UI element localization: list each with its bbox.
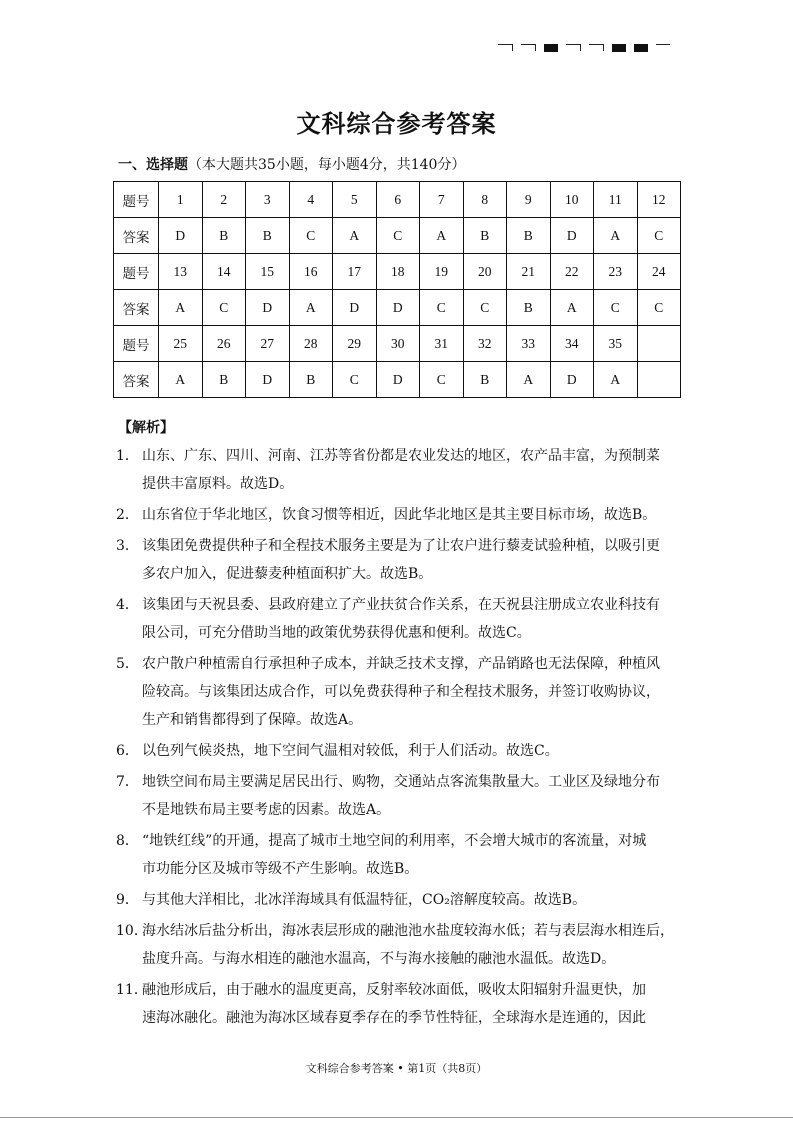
question-number-cell: 34 [550, 326, 594, 362]
item-number: 3． [116, 538, 139, 554]
answer-cell: A [333, 218, 377, 254]
item-text: 生产和销售都得到了保障。故选A。 [142, 712, 363, 728]
item-text: 该集团免费提供种子和全程技术服务主要是为了让农户进行藜麦试验种植，以吸引更 [142, 538, 660, 554]
question-number-cell: 28 [289, 326, 333, 362]
item-text: 盐度升高。与海水相连的融池水温高，不与海水接触的融池水温低。故选D。 [142, 951, 616, 967]
answer-cell: A [550, 290, 594, 326]
mark-icon [612, 44, 626, 52]
question-number-cell: 23 [594, 254, 638, 290]
answer-cell: C [420, 362, 464, 398]
row-label: 题号 [114, 326, 159, 362]
answer-cell: D [333, 290, 377, 326]
item-number: 4． [116, 597, 139, 613]
analysis-line [116, 650, 686, 678]
analysis-item [116, 591, 686, 647]
item-text: 山东、广东、四川、河南、江苏等省份都是农业发达的地区，农产品丰富，为预制菜 [142, 448, 660, 464]
analysis-line [116, 917, 686, 945]
mark-icon [634, 44, 648, 52]
question-number-cell: 35 [594, 326, 638, 362]
analysis-line [116, 827, 686, 855]
analysis-line [116, 855, 686, 883]
item-text: 不是地铁布局主要考虑的因素。故选A。 [142, 802, 391, 818]
answer-cell: A [594, 218, 638, 254]
question-number-cell: 9 [507, 182, 551, 218]
question-number-cell: 7 [420, 182, 464, 218]
section-label: 一、选择题 [118, 157, 188, 173]
section-note: （本大题共35小题，每小题4分，共140分） [188, 157, 466, 173]
question-number-cell: 31 [420, 326, 464, 362]
item-text: 多农户加入，促进藜麦种植面积扩大。故选B。 [142, 566, 433, 582]
analysis-item [116, 442, 686, 498]
answer-cell [637, 362, 681, 398]
analysis-line [116, 796, 686, 824]
answer-cell: D [376, 362, 420, 398]
analysis-line [116, 737, 686, 765]
analysis-line [116, 619, 686, 647]
answer-cell: B [463, 362, 507, 398]
item-text: 速海冰融化。融池为海冰区域春夏季存在的季节性特征，全球海水是连通的，因此 [142, 1010, 646, 1026]
item-number: 9． [116, 892, 139, 908]
question-number-cell: 19 [420, 254, 464, 290]
answer-cell: C [594, 290, 638, 326]
item-text: 提供丰富原料。故选D。 [142, 476, 294, 492]
question-number-cell: 15 [246, 254, 290, 290]
answer-cell: B [507, 218, 551, 254]
analysis-item [116, 917, 686, 973]
analysis-line [116, 591, 686, 619]
analysis-line [116, 976, 686, 1004]
item-number: 5． [116, 656, 139, 672]
question-number-cell: 3 [246, 182, 290, 218]
question-number-cell: 12 [637, 182, 681, 218]
question-number-cell: 13 [159, 254, 203, 290]
analysis-item [116, 737, 686, 765]
answer-cell: A [289, 290, 333, 326]
answer-cell: C [202, 290, 246, 326]
answer-cell: A [594, 362, 638, 398]
answer-cell: D [376, 290, 420, 326]
answer-cell: B [202, 218, 246, 254]
question-number-cell: 4 [289, 182, 333, 218]
row-label: 题号 [114, 182, 159, 218]
analysis-line [116, 1004, 686, 1032]
answer-cell: C [289, 218, 333, 254]
answer-row [114, 290, 681, 326]
analysis-line [116, 532, 686, 560]
analysis-item [116, 886, 686, 914]
item-number: 10． [116, 923, 148, 939]
analysis-item [116, 501, 686, 529]
answer-cell: A [159, 290, 203, 326]
question-number-cell: 29 [333, 326, 377, 362]
item-text: 该集团与天祝县委、县政府建立了产业扶贫合作关系，在天祝县注册成立农业科技有 [142, 597, 660, 613]
answer-cell: A [420, 218, 464, 254]
answer-cell: C [637, 290, 681, 326]
analysis-item [116, 976, 686, 1032]
item-text: 以色列气候炎热，地下空间气温相对较低，利于人们活动。故选C。 [142, 743, 559, 759]
question-number-cell: 24 [637, 254, 681, 290]
item-text: 山东省位于华北地区，饮食习惯等相近，因此华北地区是其主要目标市场，故选B。 [142, 507, 657, 523]
answer-cell: D [550, 218, 594, 254]
item-text: 与其他大洋相比，北冰洋海域具有低温特征，CO₂溶解度较高。故选B。 [142, 892, 587, 908]
analysis-item [116, 650, 686, 734]
question-number-cell: 33 [507, 326, 551, 362]
answer-cell: B [463, 218, 507, 254]
answer-cell: D [246, 362, 290, 398]
question-row [114, 254, 681, 290]
item-number: 8． [116, 833, 139, 849]
analysis-line [116, 560, 686, 588]
answer-table [113, 181, 681, 398]
analysis-line [116, 678, 686, 706]
question-number-cell: 22 [550, 254, 594, 290]
mark-icon [521, 44, 536, 51]
question-number-cell: 30 [376, 326, 420, 362]
question-row [114, 326, 681, 362]
analysis-line [116, 470, 686, 498]
item-text: 市功能分区及城市等级不产生影响。故选B。 [142, 861, 419, 877]
item-number: 11． [116, 982, 148, 998]
item-text: 融池形成后，由于融水的温度更高，反射率较冰面低，吸收太阳辐射升温更快，加 [142, 982, 646, 998]
question-number-cell: 1 [159, 182, 203, 218]
question-number-cell: 21 [507, 254, 551, 290]
question-number-cell: 32 [463, 326, 507, 362]
question-number-cell [637, 326, 681, 362]
answer-cell: A [507, 362, 551, 398]
question-number-cell: 18 [376, 254, 420, 290]
analysis-item [116, 532, 686, 588]
item-number: 1． [116, 448, 139, 464]
question-number-cell: 25 [159, 326, 203, 362]
question-number-cell: 8 [463, 182, 507, 218]
analysis-line [116, 706, 686, 734]
item-number: 6． [116, 743, 139, 759]
answer-cell: D [159, 218, 203, 254]
question-number-cell: 20 [463, 254, 507, 290]
mark-icon [544, 44, 558, 52]
bottom-rule [0, 1117, 793, 1118]
alignment-marks [498, 44, 670, 52]
item-text: “地铁红线”的开通，提高了城市土地空间的利用率，不会增大城市的客流量，对城 [142, 833, 647, 849]
row-label: 答案 [114, 290, 159, 326]
question-number-cell: 11 [594, 182, 638, 218]
mark-icon [498, 44, 513, 51]
answer-cell: C [420, 290, 464, 326]
item-text: 海水结冰后盐分析出，海冰表层形成的融池池水盐度较海水低；若与表层海水相连后， [142, 923, 674, 939]
answer-cell: A [159, 362, 203, 398]
row-label: 题号 [114, 254, 159, 290]
item-text: 限公司，可充分借助当地的政策优势获得优惠和便利。故选C。 [142, 625, 531, 641]
item-number: 2． [116, 507, 139, 523]
row-label: 答案 [114, 218, 159, 254]
analysis-item [116, 827, 686, 883]
item-text: 险较高。与该集团达成合作，可以免费获得种子和全程技术服务，并签订收购协议， [142, 684, 660, 700]
answer-cell: D [246, 290, 290, 326]
analysis-heading: 【解析】 [118, 420, 174, 436]
analysis-item [116, 768, 686, 824]
item-text: 农户散户种植需自行承担种子成本，并缺乏技术支撑，产品销路也无法保障，种植风 [142, 656, 660, 672]
answer-cell: C [637, 218, 681, 254]
item-number: 7． [116, 774, 139, 790]
question-number-cell: 26 [202, 326, 246, 362]
answer-row [114, 362, 681, 398]
question-number-cell: 2 [202, 182, 246, 218]
answer-cell: C [376, 218, 420, 254]
question-number-cell: 10 [550, 182, 594, 218]
question-row [114, 182, 681, 218]
mark-icon [656, 44, 670, 51]
answer-cell: C [333, 362, 377, 398]
answer-row [114, 218, 681, 254]
page-title: 文科综合参考答案 [296, 109, 497, 138]
analysis-line [116, 768, 686, 796]
section-heading [118, 154, 465, 174]
question-number-cell: 17 [333, 254, 377, 290]
answer-cell: D [550, 362, 594, 398]
question-number-cell: 5 [333, 182, 377, 218]
answer-cell: C [463, 290, 507, 326]
answer-cell: B [202, 362, 246, 398]
question-number-cell: 16 [289, 254, 333, 290]
question-number-cell: 6 [376, 182, 420, 218]
answer-cell: B [507, 290, 551, 326]
mark-icon [589, 44, 604, 51]
answer-cell: B [289, 362, 333, 398]
analysis-line [116, 501, 686, 529]
analysis-line [116, 886, 686, 914]
row-label: 答案 [114, 362, 159, 398]
analysis-line [116, 442, 686, 470]
answer-cell: B [246, 218, 290, 254]
question-number-cell: 27 [246, 326, 290, 362]
page-footer: 文科综合参考答案 • 第1页（共8页） [305, 1062, 488, 1075]
item-text: 地铁空间布局主要满足居民出行、购物，交通站点客流集散量大。工业区及绿地分布 [142, 774, 660, 790]
analysis-list [116, 442, 686, 1035]
analysis-line [116, 945, 686, 973]
mark-icon [566, 44, 581, 51]
question-number-cell: 14 [202, 254, 246, 290]
